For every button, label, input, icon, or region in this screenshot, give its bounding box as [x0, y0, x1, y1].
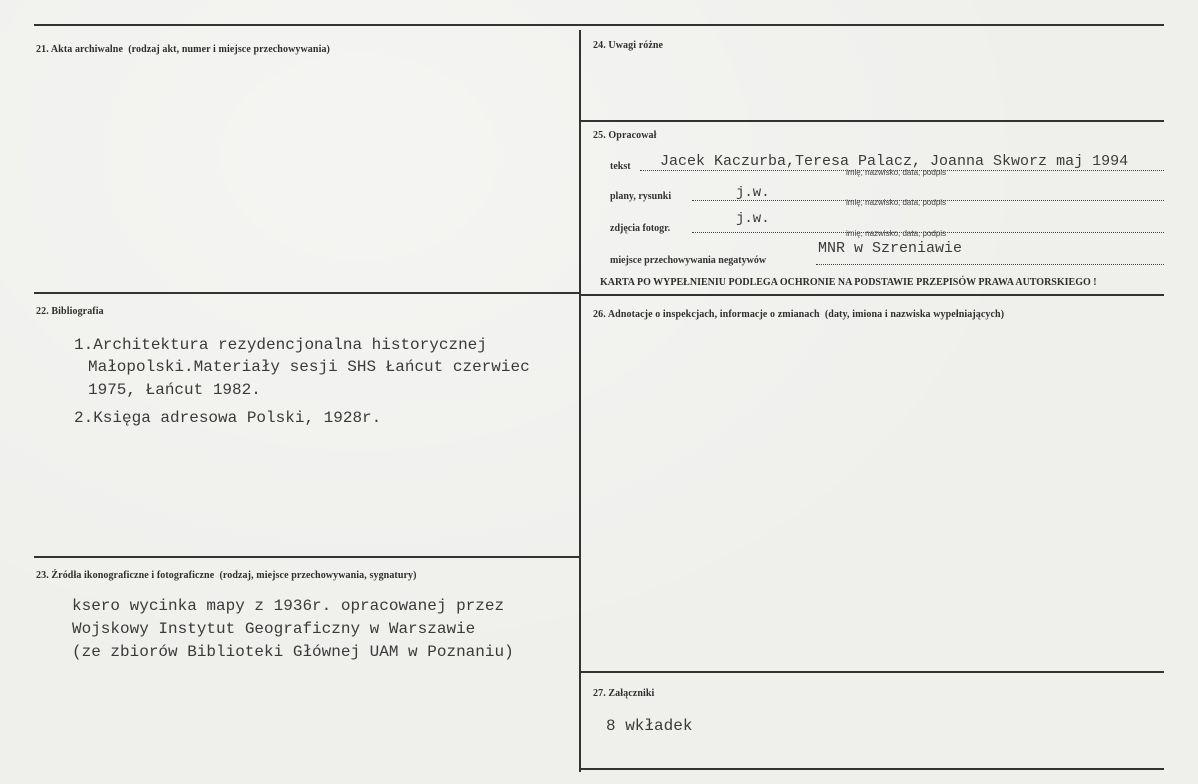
- bibliography-line-2: Małopolski.Materiały sesji SHS Łańcut czerwiec: [88, 358, 530, 376]
- bibliography-line-4: 2.Księga adresowa Polski, 1928r.: [74, 409, 382, 427]
- bottom-border-line: [580, 768, 1164, 770]
- section-23-label: [36, 570, 417, 581]
- section-26-hint: (daty, imiona i nazwiska wypełniających): [824, 309, 1005, 320]
- section-24-label: 24. Uwagi różne: [593, 40, 664, 51]
- divider-26-27: [580, 671, 1164, 673]
- iconography-line-3: (ze zbiorów Biblioteki Głównej UAM w Poznaniu): [72, 643, 514, 661]
- field-plany-value: j.w.: [736, 185, 770, 201]
- field-tekst-value: Jacek Kaczurba,Teresa Palacz, Joanna Skworz maj 1994: [660, 153, 1129, 170]
- section-21-label: [36, 44, 330, 55]
- iconography-line-1: ksero wycinka mapy z 1936r. opracowanej przez: [72, 597, 505, 615]
- bibliography-line-1: 1.Architektura rezydencjonalna historycznej: [74, 336, 487, 354]
- field-zdjecia-value: j.w.: [736, 211, 770, 227]
- divider-24-25: [580, 120, 1164, 122]
- section-22-label: 22. Bibliografia: [36, 306, 104, 317]
- section-21-hint: (rodzaj akt, numer i miejsce przechowywania): [128, 44, 330, 55]
- divider-21-22: [34, 292, 580, 294]
- section-25-label: 25. Opracował: [593, 130, 657, 141]
- field-plany-label: plany, rysunki: [610, 191, 672, 202]
- attachments-value: 8 wkładek: [606, 717, 693, 735]
- bibliography-line-3: 1975, Łańcut 1982.: [88, 381, 261, 399]
- section-26-label: [593, 309, 1004, 320]
- field-zdjecia-label: zdjęcia fotogr.: [610, 223, 671, 234]
- field-tekst-label: tekst: [610, 161, 631, 172]
- top-border-line: [34, 24, 1164, 26]
- field-zdjecia-hint: imię, nazwisko, data, podpis: [846, 229, 947, 238]
- copyright-warning: KARTA PO WYPEŁNIENIU PODLEGA OCHRONIE NA PODSTAWIE PRZEPISÓW PRAWA AUTORSKIEGO !: [600, 277, 1097, 288]
- iconography-line-2: Wojskowy Instytut Geograficzny w Warszawie: [72, 620, 476, 638]
- section-21-title: 21. Akta archiwalne: [36, 44, 123, 55]
- field-miejsce-dots: [816, 264, 1164, 265]
- field-miejsce-label: miejsce przechowywania negatywów: [610, 255, 767, 266]
- divider-25-26: [580, 294, 1164, 296]
- field-plany-hint: imię, nazwisko, data, podpis: [846, 198, 947, 207]
- section-26-title: 26. Adnotacje o inspekcjach, informacje o zmianach: [593, 309, 820, 320]
- section-23-title: 23. Źródła ikonograficzne i fotograficzne: [36, 570, 215, 581]
- divider-22-23: [34, 556, 580, 558]
- section-23-hint: (rodzaj, miejsce przechowywania, sygnatury): [219, 570, 417, 581]
- column-divider: [579, 30, 581, 772]
- section-27-label: 27. Załączniki: [593, 688, 655, 699]
- field-miejsce-value: MNR w Szreniawie: [818, 240, 963, 257]
- field-tekst-hint: imię, nazwisko, data, podpis: [846, 168, 947, 177]
